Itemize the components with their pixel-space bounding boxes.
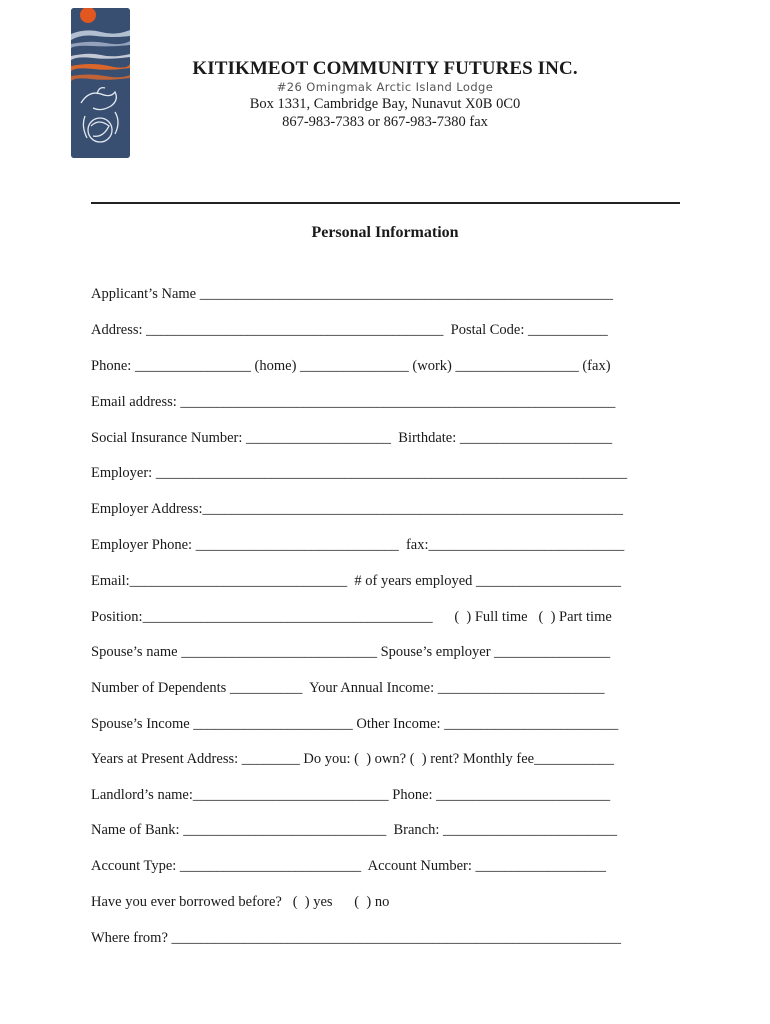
account-field: Account Type: _________________________ Account Number: __________________ <box>91 858 607 874</box>
employer-phone-field: Employer Phone: ____________________________ fax:___________________________ <box>91 537 625 553</box>
organization-phone: 867-983-7383 or 867-983-7380 fax <box>282 114 488 130</box>
organization-address: Box 1331, Cambridge Bay, Nunavut X0B 0C0 <box>249 96 521 112</box>
spouse-income-field: Spouse’s Income ______________________ Other Income: ________________________ <box>91 716 619 732</box>
position-field: Position:________________________________________ ( ) Full time ( ) Part time <box>91 609 612 625</box>
employer-field: Employer: _________________________________________________________________ <box>91 465 628 481</box>
organization-subtitle: #26 Omingmak Arctic Island Lodge <box>276 80 494 94</box>
employer-address-field: Employer Address:__________________________________________________________ <box>91 501 624 517</box>
bank-field: Name of Bank: ____________________________ Branch: ________________________ <box>91 822 617 838</box>
organization-name: KITIKMEOT COMMUNITY FUTURES INC. <box>192 58 578 79</box>
address-field: Address: _________________________________________ Postal Code: ___________ <box>91 322 608 338</box>
sin-birthdate-field: Social Insurance Number: ____________________ Birthdate: _____________________ <box>91 430 613 446</box>
residence-field: Years at Present Address: ________ Do you: ( ) own? ( ) rent? Monthly fee___________ <box>91 751 614 767</box>
dependents-income-field: Number of Dependents __________ Your Annual Income: _______________________ <box>91 680 605 696</box>
phone-field: Phone: ________________ (home) _______________ (work) _________________ (fax) <box>91 358 611 374</box>
landlord-field: Landlord’s name:___________________________ Phone: ________________________ <box>91 787 611 803</box>
borrowed-before-field: Have you ever borrowed before? ( ) yes ( ) no <box>91 894 390 910</box>
email-address-field: Email address: ____________________________________________________________ <box>91 394 616 410</box>
applicant-name-field: Applicant’s Name _________________________________________________________ <box>91 286 613 302</box>
employer-email-field: Email:______________________________ # of years employed ____________________ <box>91 573 622 589</box>
header-divider <box>91 202 680 204</box>
where-from-field: Where from? ______________________________________________________________ <box>91 930 622 946</box>
spouse-name-field: Spouse’s name ___________________________ Spouse’s employer ________________ <box>91 644 611 660</box>
section-title: Personal Information <box>311 224 459 241</box>
